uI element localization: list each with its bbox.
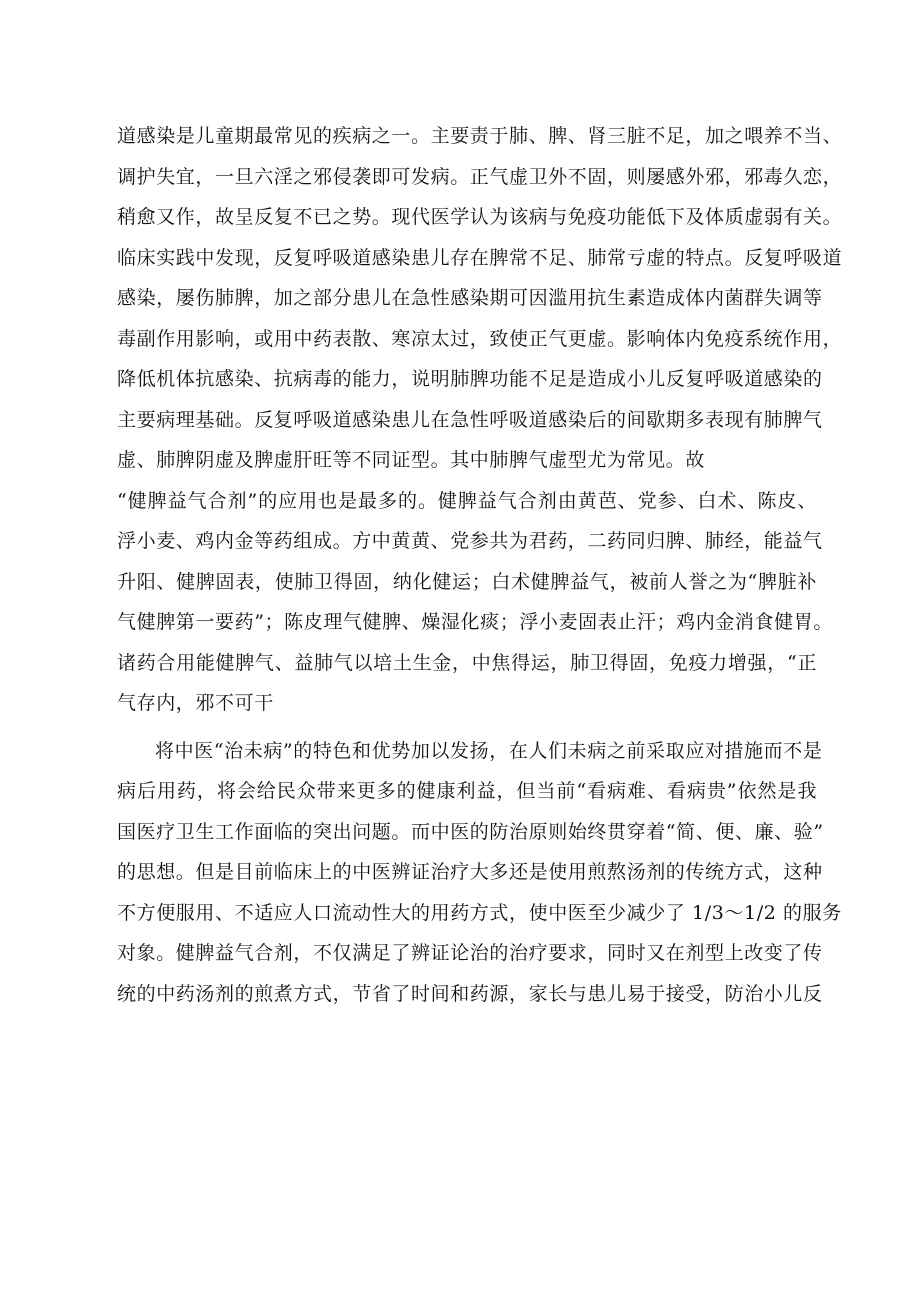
text-line: 调护失宜，一旦六淫之邪侵袭即可发病。正气虚卫外不固，则屡感外邪，邪毒久恋， [117, 165, 843, 188]
text-line: 浮小麦、鸡内金等药组成。方中黄黄、党参共为君药，二药同归脾、肺经，能益气 [117, 530, 823, 552]
text-line: 临床实践中发现，反复呼吸道感染患儿存在脾常不足、肺常亏虚的特点。反复呼吸道 [117, 246, 843, 269]
text-line: 对象。健脾益气合剂，不仅满足了辨证论治的治疗要求，同时又在剂型上改变了传 [117, 942, 823, 964]
text-line: 国医疗卫生工作面临的突出问题。而中医的防治原则始终贯穿着“简、便、廉、验” [117, 820, 824, 843]
paragraph-1 [117, 116, 843, 724]
text-line: 的思想。但是目前临床上的中医辨证治疗大多还是使用煎熬汤剂的传统方式，这种 [117, 861, 823, 883]
paragraph-gap [117, 724, 817, 731]
text-line: 统的中药汤剂的煎煮方式，节省了时间和药源，家长与患儿易于接受，防治小儿反 [117, 982, 823, 1005]
text-line: 诸药合用能健脾气、益肺气以培土生金，中焦得运，肺卫得固，免疫力增强，“正 [117, 651, 817, 674]
paragraph-2 [117, 731, 842, 1015]
text-line: 降低机体抗感染、抗病毒的能力，说明肺脾功能不足是造成小儿反复呼吸道感染的 [117, 368, 823, 390]
text-line: 虚、肺脾阴虚及脾虚肝旺等不同证型。其中肺脾气虚型尤为常见。故 [117, 449, 706, 471]
text-line: 将中医“治未病”的特色和优势加以发扬，在人们未病之前采取应对措施而不是 [155, 739, 823, 762]
text-line: 感染，屡伤肺脾，加之部分患儿在急性感染期可因滥用抗生素造成体内菌群失调等 [117, 287, 823, 309]
text-line: 稍愈又作，故呈反复不已之势。现代医学认为该病与免疫功能低下及体质虚弱有关。 [117, 206, 843, 228]
text-line: 主要病理基础。反复呼吸道感染患儿在急性呼吸道感染后的间歇期多表现有肺脾气 [117, 408, 823, 431]
text-line: “健脾益气合剂”的应用也是最多的。健脾益气合剂由黄芭、党参、白术、陈皮、 [117, 489, 817, 512]
text-line: 不方便服用、不适应人口流动性大的用药方式，使中医至少减少了 1/3～1/2 的服务 [117, 901, 842, 924]
text-line: 气存内，邪不可干 [117, 692, 274, 714]
text-line: 气健脾第一要药”；陈皮理气健脾、燥湿化痰；浮小麦固表止汗；鸡内金消食健胃。 [117, 611, 833, 633]
text-line: 升阳、健脾固表，使肺卫得固，纳化健运；白术健脾益气，被前人誉之为“脾脏补 [117, 570, 817, 593]
text-line: 道感染是儿童期最常见的疾病之一。主要责于肺、脾、肾三脏不足，加之喂养不当、 [117, 125, 843, 147]
text-line: 毒副作用影响，或用中药表散、寒凉太过，致使正气更虚。影响体内免疫系统作用， [117, 327, 843, 350]
document-body [117, 116, 843, 1014]
text-line: 病后用药，将会给民众带来更多的健康利益，但当前“看病难、看病贵”依然是我 [117, 780, 817, 802]
